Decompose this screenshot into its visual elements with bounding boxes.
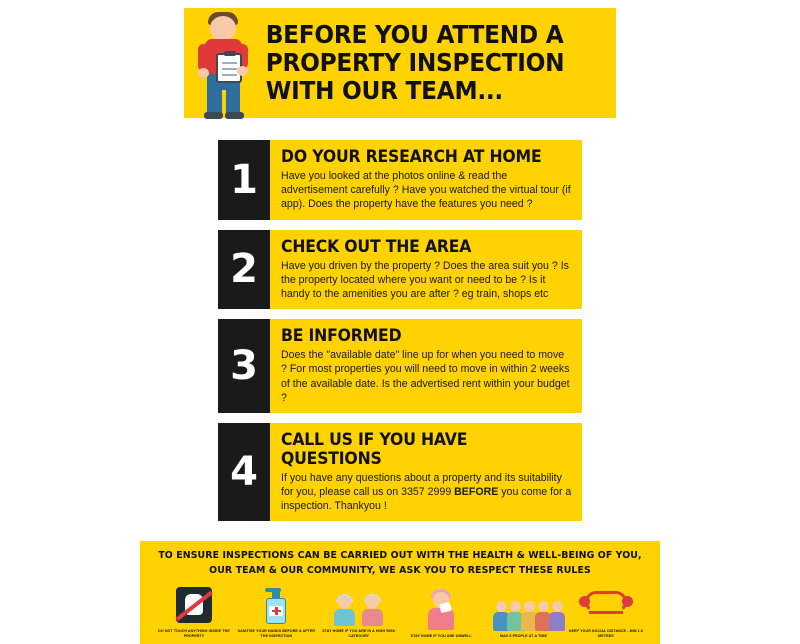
steps-list [218,140,582,521]
social-distance-icon [575,586,637,626]
step-item [218,423,582,522]
step-number: 4 [218,423,270,522]
step-text: Have you driven by the property ? Does the area suit you ? Is the property located where you want or need to be ? Is it handy to the amenities you are after ? eg train, shops etc [281,259,569,300]
step-text: Have you looked at the photos online & read the advertisement carefully ? Have you watched the virtual tour (if app). Does the property have the features you need ? [281,170,571,211]
rule-item [236,586,316,639]
person-with-clipboard-icon [188,8,262,118]
step-text-before: If you have any questions about a property and its suitability for you, please call us on 3357 2999 [281,471,562,499]
rule-label: STAY HOME IF YOU ARE UNWELL [410,633,472,638]
rule-item [484,591,564,639]
poster-header [184,8,616,118]
hand-sanitiser-icon [245,586,307,626]
step-title: DO YOUR RESEARCH AT HOME [281,147,542,166]
step-text-after: you come for a inspection. Thankyou ! [281,486,572,513]
rule-label: DO NOT TOUCH ANYTHING INSIDE THE PROPERTY [158,628,230,638]
footer-line-2: OUR TEAM & OUR COMMUNITY, WE ASK YOU TO RESPECT THESE RULES [209,564,591,576]
rule-item [319,586,399,639]
rule-item [154,586,234,639]
page-title: BEFORE YOU ATTEND A PROPERTY INSPECTION WITH OUR TEAM... [265,20,565,105]
rule-item [401,591,481,639]
rule-label: KEEP YOUR SOCIAL DISTANCE - MIN 1.5 METRES [568,628,643,638]
group-of-people-icon [493,591,555,631]
rules-row [150,586,650,639]
footer-line-1: TO ENSURE INSPECTIONS CAN BE CARRIED OUT WITH THE HEALTH & WELL-BEING OF YOU, [158,550,642,562]
step-title: CALL US IF YOU HAVE QUESTIONS [281,429,468,468]
unwell-person-icon [410,591,472,631]
step-title: BE INFORMED [281,326,402,346]
step-number: 1 [218,140,270,220]
step-text-emphasis: BEFORE [454,486,499,499]
rule-label: STAY HOME IF YOU ARE IN A HIGH RISK CATEGORY [322,628,396,638]
step-text: Does the "available date" line up for when you need to move ? For most properties you will need to move in within 2 weeks of the available date. Is the advertised rent within your budget ? [281,349,570,404]
rule-label: SANITISE YOUR HANDS BEFORE & AFTER THE INSPECTION [237,628,316,638]
rule-item [566,586,646,639]
no-touch-icon [163,586,225,626]
step-item [218,230,582,310]
rule-label: MAX 5 PEOPLE AT A TIME [500,633,548,638]
step-item [218,140,582,220]
step-text [281,471,572,514]
step-item [218,319,582,413]
poster-footer [140,541,660,644]
step-number: 3 [218,319,270,413]
step-title: CHECK OUT THE AREA [281,236,472,256]
elderly-couple-icon [328,586,390,626]
step-number: 2 [218,230,270,310]
